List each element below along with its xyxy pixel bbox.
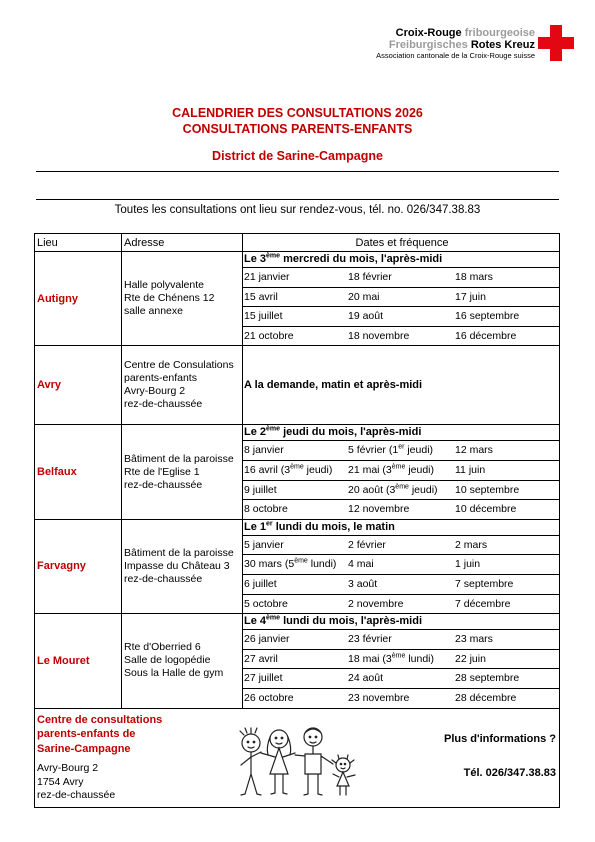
dates-grid — [243, 630, 559, 707]
address-line: Avry-Bourg 2 — [124, 385, 186, 398]
date-cell — [243, 688, 347, 708]
superscript: er — [398, 443, 405, 451]
footer-row — [35, 708, 560, 807]
date-text: 16 avril (3 — [244, 463, 291, 476]
page-title: CALENDRIER DES CONSULTATIONS 2026 — [172, 106, 423, 120]
date-text: 5 février (1 — [348, 444, 399, 457]
superscript: ème — [266, 425, 281, 433]
date-text: 26 janvier — [244, 633, 290, 646]
date-text: 30 mars (5 — [244, 558, 295, 571]
date-text: 3 août — [348, 577, 378, 590]
date-text: 15 juillet — [244, 310, 283, 323]
date-cell — [454, 441, 559, 460]
date-text: 23 février — [348, 633, 392, 646]
frequency-text — [243, 252, 559, 268]
date-cell — [347, 574, 454, 594]
table-header-row — [35, 234, 560, 252]
date-cell — [347, 480, 454, 500]
address-line: Rte de Chénens 12 — [124, 292, 215, 305]
date-text: jeudi) — [405, 463, 435, 476]
date-text: 7 septembre — [455, 577, 514, 590]
date-text: 15 avril — [244, 290, 278, 303]
address-line: rez-de-chaussée — [124, 572, 203, 585]
dates-cell — [243, 425, 560, 519]
phone-number: Tél. 026/347.38.83 — [463, 766, 556, 779]
date-text: 12 mars — [455, 444, 493, 457]
address-line: parents-enfants — [124, 372, 197, 385]
consultation-table — [34, 233, 560, 808]
header-adresse: Adresse — [122, 234, 243, 252]
date-cell — [454, 630, 559, 649]
date-cell — [243, 326, 347, 346]
family-drawing — [231, 723, 371, 801]
center-title-line: parents-enfants de — [37, 728, 136, 740]
date-cell — [347, 441, 454, 460]
date-cell — [347, 287, 454, 307]
date-text: 23 novembre — [348, 691, 410, 704]
appointment-note: Toutes les consultations ont lieu sur rendez-vous, tél. no. 026/347.38.83 — [114, 204, 481, 216]
superscript: ème — [290, 463, 304, 471]
date-text: jeudi) — [408, 483, 438, 496]
dates-grid — [243, 536, 559, 613]
date-text: 19 août — [348, 310, 384, 323]
date-cell — [454, 480, 559, 500]
location-address — [122, 614, 243, 708]
date-text: jeudi) — [404, 444, 434, 457]
date-text: 12 novembre — [348, 503, 410, 516]
frequency-part: jeudi du mois, l'après-midi — [280, 426, 422, 439]
date-cell — [347, 630, 454, 649]
date-text: 10 décembre — [455, 503, 517, 516]
date-text: 26 octobre — [244, 691, 294, 704]
address-line: Impasse du Château 3 — [124, 559, 230, 572]
date-cell — [454, 460, 559, 480]
address-line: Sous la Halle de gym — [124, 667, 224, 680]
frequency-text — [243, 520, 559, 536]
date-cell — [454, 649, 559, 669]
date-text: 16 septembre — [455, 310, 520, 323]
address-line: Bâtiment de la paroisse — [124, 452, 234, 465]
date-cell — [243, 287, 347, 307]
date-text: 11 juin — [455, 463, 486, 476]
date-cell — [243, 306, 347, 326]
date-cell — [454, 268, 559, 287]
header-lieu: Lieu — [35, 234, 122, 252]
date-cell — [347, 668, 454, 688]
date-cell — [454, 688, 559, 708]
logo — [376, 27, 535, 61]
date-text: 20 août (3 — [348, 483, 396, 496]
date-text: 9 juillet — [244, 483, 277, 496]
date-text: 2 novembre — [348, 597, 404, 610]
frequency-part: Le 4 — [244, 615, 267, 628]
date-cell — [243, 460, 347, 480]
location-address — [122, 425, 243, 519]
table-row — [35, 252, 560, 346]
date-text: 21 mai (3 — [348, 463, 392, 476]
date-cell — [454, 594, 559, 614]
frequency-text — [243, 614, 559, 630]
date-text: 18 novembre — [348, 329, 410, 342]
superscript: ème — [395, 483, 409, 491]
superscript: ème — [391, 652, 406, 660]
date-text: 5 janvier — [244, 538, 284, 551]
date-text: 5 octobre — [244, 597, 288, 610]
date-cell — [347, 306, 454, 326]
date-cell — [243, 480, 347, 500]
location-address — [122, 346, 243, 425]
date-text: 7 décembre — [455, 597, 511, 610]
date-cell — [347, 536, 454, 555]
table-row — [35, 519, 560, 613]
frequency-part: lundi du mois, le matin — [272, 520, 395, 533]
date-cell — [454, 287, 559, 307]
location-name: Le Mouret — [35, 614, 122, 708]
logo-subtitle: Association cantonale de la Croix-Rouge suisse — [376, 51, 535, 60]
superscript: ème — [266, 252, 281, 260]
divider — [36, 199, 559, 200]
address-line: Centre de Consulations — [124, 359, 234, 372]
center-address — [37, 762, 162, 803]
date-cell — [243, 630, 347, 649]
date-text: 8 janvier — [244, 444, 284, 457]
date-text: 24 août — [348, 672, 384, 685]
location-name: Belfaux — [35, 425, 122, 519]
date-text: 20 mai — [348, 290, 380, 303]
date-text: 28 décembre — [455, 691, 517, 704]
date-text: 18 mai (3 — [348, 652, 392, 665]
location-name: Farvagny — [35, 519, 122, 613]
date-text: 21 octobre — [244, 329, 294, 342]
date-text: 23 mars — [455, 633, 493, 646]
address-line: rez-de-chaussée — [124, 478, 203, 491]
date-cell — [347, 688, 454, 708]
date-cell — [454, 668, 559, 688]
date-cell — [454, 499, 559, 519]
page-subtitle: CONSULTATIONS PARENTS-ENFANTS — [182, 122, 413, 136]
location-address — [122, 252, 243, 346]
logo-text: Rotes Kreuz — [470, 39, 535, 51]
date-text: lundi) — [405, 652, 435, 665]
date-cell — [347, 268, 454, 287]
date-text: 8 octobre — [244, 503, 288, 516]
frequency-text: A la demande, matin et après-midi — [244, 379, 423, 392]
date-text: 27 juillet — [244, 672, 283, 685]
frequency-part: Le 2 — [244, 426, 267, 439]
date-text: 16 décembre — [455, 329, 517, 342]
date-text: 6 juillet — [244, 577, 277, 590]
dates-cell — [243, 614, 560, 708]
frequency-part: mercredi du mois, l'après-midi — [280, 253, 443, 265]
date-cell — [347, 554, 454, 574]
header-dates: Dates et fréquence — [243, 234, 560, 252]
address-line: rez-de-chaussée — [37, 789, 116, 801]
address-line: 1754 Avry — [37, 775, 84, 788]
date-cell — [454, 574, 559, 594]
address-line: salle annexe — [124, 305, 183, 318]
date-text: 17 juin — [455, 290, 486, 303]
frequency-part: Le 1 — [244, 520, 267, 533]
center-title — [37, 713, 162, 757]
date-text: 2 février — [348, 538, 386, 551]
frequency-part: lundi du mois, l'après-midi — [280, 615, 422, 628]
center-title-line: Sarine-Campagne — [37, 742, 131, 755]
date-cell — [454, 306, 559, 326]
date-cell — [243, 499, 347, 519]
date-text: 1 juin — [455, 558, 481, 571]
district-title: District de Sarine-Campagne — [212, 149, 383, 163]
date-cell — [347, 460, 454, 480]
date-cell — [347, 649, 454, 669]
date-text: 18 mars — [455, 271, 493, 283]
superscript: er — [266, 520, 273, 528]
date-cell — [454, 326, 559, 346]
frequency-part: Le 3 — [244, 253, 267, 265]
center-title-line: Centre de consultations — [37, 713, 163, 726]
date-text: 2 mars — [455, 538, 488, 551]
date-cell — [454, 536, 559, 555]
date-cell — [347, 594, 454, 614]
date-text: 21 janvier — [244, 271, 290, 283]
date-text: 4 mai — [348, 558, 374, 571]
logo-text: Freiburgisches — [388, 39, 468, 51]
date-text: 28 septembre — [455, 672, 520, 685]
address-line: Salle de logopédie — [124, 654, 211, 667]
dates-cell — [243, 252, 560, 346]
address-line: rez-de-chaussée — [124, 398, 203, 411]
date-cell — [243, 574, 347, 594]
address-line: Bâtiment de la paroisse — [124, 546, 234, 559]
date-cell — [243, 536, 347, 555]
dates-cell — [243, 346, 560, 425]
divider — [36, 171, 559, 172]
date-text: jeudi) — [303, 463, 333, 476]
dates-grid — [243, 268, 559, 345]
date-cell — [243, 441, 347, 460]
date-cell — [243, 649, 347, 669]
table-row — [35, 425, 560, 519]
location-name: Avry — [35, 346, 122, 425]
address-line: Rte d'Oberried 6 — [124, 641, 201, 654]
date-cell — [243, 554, 347, 574]
date-cell — [347, 499, 454, 519]
date-text: 22 juin — [455, 652, 486, 665]
date-cell — [243, 668, 347, 688]
dates-grid — [243, 441, 559, 518]
logo-text: Croix-Rouge — [395, 27, 462, 39]
date-text: lundi) — [307, 558, 337, 571]
date-text: 18 février — [348, 271, 392, 283]
address-line: Avry-Bourg 2 — [37, 762, 99, 774]
frequency-text — [243, 425, 559, 441]
date-text: 27 avril — [244, 652, 278, 665]
table-row — [35, 346, 560, 425]
date-cell — [347, 326, 454, 346]
location-name: Autigny — [35, 252, 122, 346]
date-cell — [454, 554, 559, 574]
table-row — [35, 614, 560, 708]
date-text: 10 septembre — [455, 483, 520, 496]
superscript: ème — [266, 614, 281, 622]
address-line: Halle polyvalente — [124, 279, 204, 292]
info-label: Plus d'informations ? — [443, 732, 556, 745]
superscript: ème — [391, 463, 406, 471]
location-address — [122, 519, 243, 613]
dates-cell — [243, 519, 560, 613]
date-cell — [243, 268, 347, 287]
superscript: ème — [294, 557, 308, 565]
logo-text: fribourgeoise — [464, 27, 535, 39]
date-cell — [243, 594, 347, 614]
address-line: Rte de l'Eglise 1 — [124, 465, 200, 478]
red-cross-icon — [538, 25, 574, 61]
